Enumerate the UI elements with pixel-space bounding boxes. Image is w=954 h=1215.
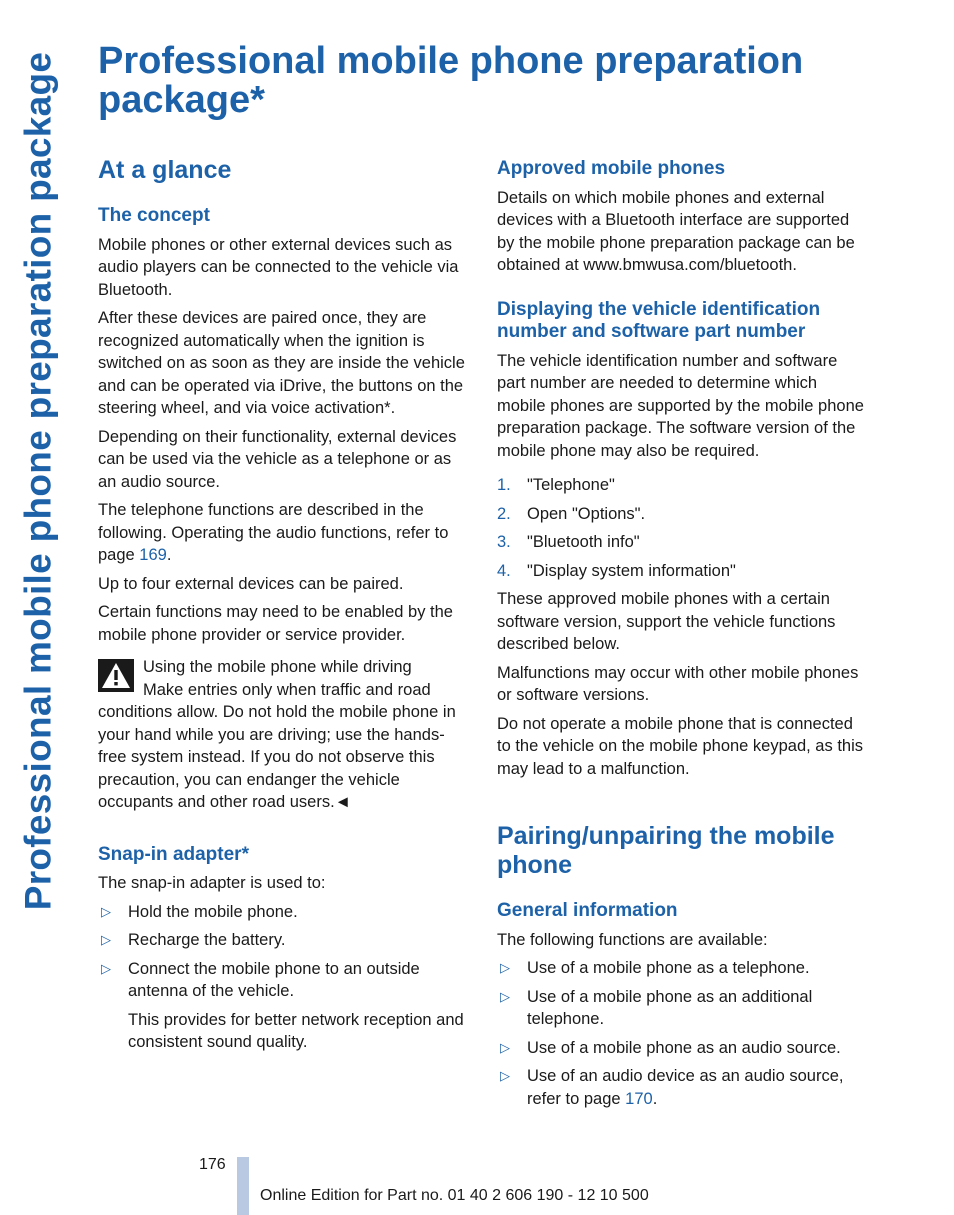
warning-triangle-icon — [98, 659, 134, 692]
page-link-170[interactable]: 170 — [625, 1089, 653, 1108]
display-paragraph: These approved mobile phones with a certain software version, support the vehicle functions described below. — [497, 590, 836, 653]
list-item: ▷ Use of a mobile phone as a telephone. — [497, 957, 869, 980]
footer-edition: Online Edition for Part no. 01 40 2 606 190 - 12 10 500 — [260, 1187, 649, 1204]
page-number: 176 — [199, 1156, 226, 1173]
triangle-bullet-icon: ▷ — [500, 1068, 510, 1083]
triangle-bullet-icon: ▷ — [101, 960, 111, 976]
snapin-note: This provides for better network reception and consistent sound quality. — [128, 1010, 464, 1051]
list-item: ▷ Recharge the battery. — [98, 929, 470, 952]
display-vin-heading: Displaying the vehicle identification number and software part number — [497, 298, 821, 342]
warning-text: Make entries only when traffic and road conditions allow. Do not hold the mobile phone in your hand while you are driving; use the hands-free system instead. If you do not observe this precaution, you can endanger the vehicle occupants and other road users.◄ — [98, 680, 456, 811]
general-intro: The following functions are available: — [497, 930, 768, 949]
left-column — [98, 156, 470, 1060]
driving-warning — [98, 656, 470, 814]
page-link-169[interactable]: 169 — [139, 546, 167, 564]
list-item: ▷ Hold the mobile phone. — [98, 901, 470, 924]
triangle-bullet-icon: ▷ — [101, 903, 111, 919]
list-item: ▷ Use of a mobile phone as an additional telephone. — [500, 987, 813, 1028]
triangle-bullet-icon: ▷ — [500, 1039, 510, 1055]
general-list — [497, 957, 869, 1110]
list-item: ▷ Connect the mobile phone to an outside antenna of the vehicle. — [101, 959, 420, 1000]
pairing-heading: Pairing/unpairing the mobile phone — [497, 822, 835, 879]
list-item: 4. "Display system information" — [497, 561, 736, 580]
triangle-bullet-icon: ▷ — [500, 960, 510, 975]
snapin-intro: The snap-in adapter is used to: — [98, 874, 326, 892]
steps-list — [497, 474, 869, 582]
right-column — [497, 158, 869, 1116]
display-paragraph: The vehicle identification number and software part number are needed to determine which mobile phones are supported by the mobile phone preparation package. The software version of the mobile phone may also be required. — [497, 351, 864, 460]
concept-paragraph: Depending on their functionality, external devices can be used via the vehicle as a telephone or as an audio source. — [98, 427, 457, 491]
approved-phones-heading: Approved mobile phones — [497, 158, 726, 179]
display-paragraph: Do not operate a mobile phone that is connected to the vehicle on the mobile phone keypad, as this may lead to a malfunction. — [497, 714, 863, 778]
snapin-list — [98, 901, 470, 1003]
concept-paragraph: Certain functions may need to be enabled by the mobile phone provider or service provider. — [98, 603, 453, 644]
footer-bar — [237, 1157, 249, 1215]
page-title: Professional mobile phone preparation package* — [98, 40, 804, 121]
triangle-bullet-icon: ▷ — [500, 988, 510, 1004]
list-item: 3. "Bluetooth info" — [497, 533, 640, 551]
display-paragraph: Malfunctions may occur with other mobile phones or software versions. — [497, 663, 859, 704]
list-item: ▷ Use of a mobile phone as an audio source. — [497, 1037, 869, 1060]
concept-paragraph: The telephone functions are described in the following. Operating the audio functions, refer to page 169. — [98, 501, 449, 564]
general-info-heading: General information — [497, 900, 678, 921]
warning-title: Using the mobile phone while driving — [143, 658, 412, 676]
concept-heading: The concept — [98, 205, 210, 226]
side-section-title-text: Professional mobile phone preparation package — [17, 51, 59, 911]
list-item: 2. Open "Options". — [497, 504, 646, 523]
at-a-glance-heading: At a glance — [98, 156, 232, 184]
approved-paragraph: Details on which mobile phones and external devices with a Bluetooth interface are supported by the mobile phone preparation package can be obtained at www.bmwusa.com/bluetooth. — [497, 188, 855, 274]
list-item: ▷ Use of an audio device as an audio source, refer to page 170. — [500, 1067, 844, 1108]
snapin-heading: Snap-in adapter* — [98, 843, 249, 865]
concept-paragraph: Up to four external devices can be paired. — [98, 574, 404, 593]
list-item: 1. "Telephone" — [497, 476, 615, 494]
triangle-bullet-icon: ▷ — [101, 932, 111, 947]
concept-paragraph: Mobile phones or other external devices such as audio players can be connected to the vehicle via Bluetooth. — [98, 235, 459, 299]
concept-paragraph: After these devices are paired once, they are recognized automatically when the ignition is switched on as soon as they are inside the vehicle and can be operated via iDrive, the buttons on the steering wheel, and via voice activation*. — [98, 309, 465, 417]
side-section-title — [17, 46, 59, 916]
